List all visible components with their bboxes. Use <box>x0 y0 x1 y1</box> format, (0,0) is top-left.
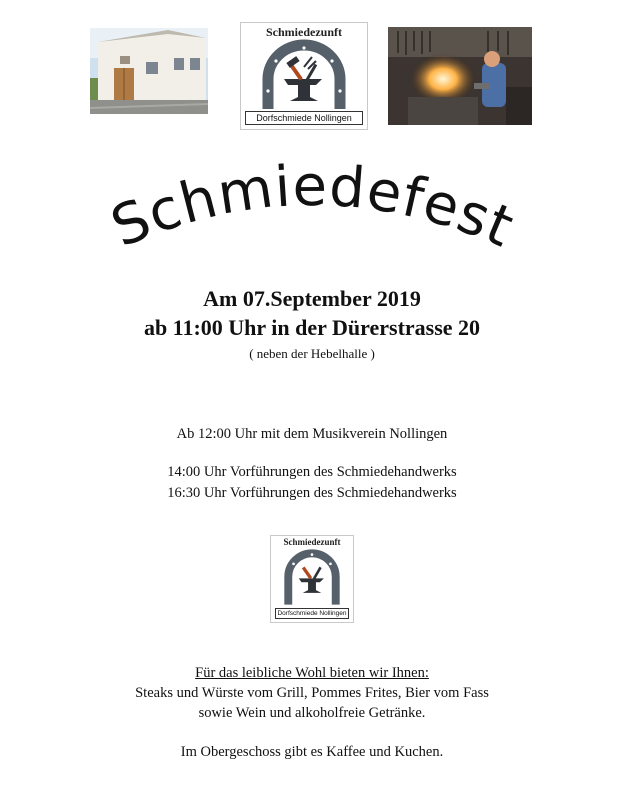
house-photo <box>90 28 208 114</box>
food-heading: Für das leibliche Wohl bieten wir Ihnen: <box>195 665 429 681</box>
svg-text:Schmiedefest <box>102 154 523 261</box>
event-date: Am 07.September 2019 <box>203 286 421 311</box>
upstairs-note: Im Obergeschoss gibt es Kaffee und Kuchen. <box>180 744 444 760</box>
food-line: Steaks und Würste vom Grill, Pommes Frites, Bier vom Fass <box>135 685 489 701</box>
logo-label: Dorfschmiede Nollingen <box>275 608 349 619</box>
event-title-arc <box>40 140 585 290</box>
horseshoe-anvil-icon <box>279 548 345 606</box>
schedule-item: 14:00 Uhr Vorführungen des Schmiedehandwerks <box>167 464 457 480</box>
guild-logo <box>240 22 368 130</box>
event-title: Schmiedefest <box>102 153 524 261</box>
forge-photo <box>388 27 532 125</box>
food-line: sowie Wein und alkoholfreie Getränke. <box>198 705 426 721</box>
schedule-item: 16:30 Uhr Vorführungen des Schmiedehandwerks <box>167 485 457 501</box>
logo-title: Schmiedezunft <box>266 25 342 39</box>
logo-title: Schmiedezunft <box>283 537 341 547</box>
house-image <box>90 28 208 114</box>
guild-logo-small <box>270 535 354 623</box>
schedule-item: Ab 12:00 Uhr mit dem Musikverein Nollingen <box>176 426 448 442</box>
logo-label: Dorfschmiede Nollingen <box>245 111 363 125</box>
event-time-place: ab 11:00 Uhr in der Dürerstrasse 20 <box>143 315 481 340</box>
forge-image <box>388 27 532 125</box>
location-note: ( neben der Hebelhalle ) <box>249 346 375 361</box>
horseshoe-anvil-icon <box>254 39 354 113</box>
